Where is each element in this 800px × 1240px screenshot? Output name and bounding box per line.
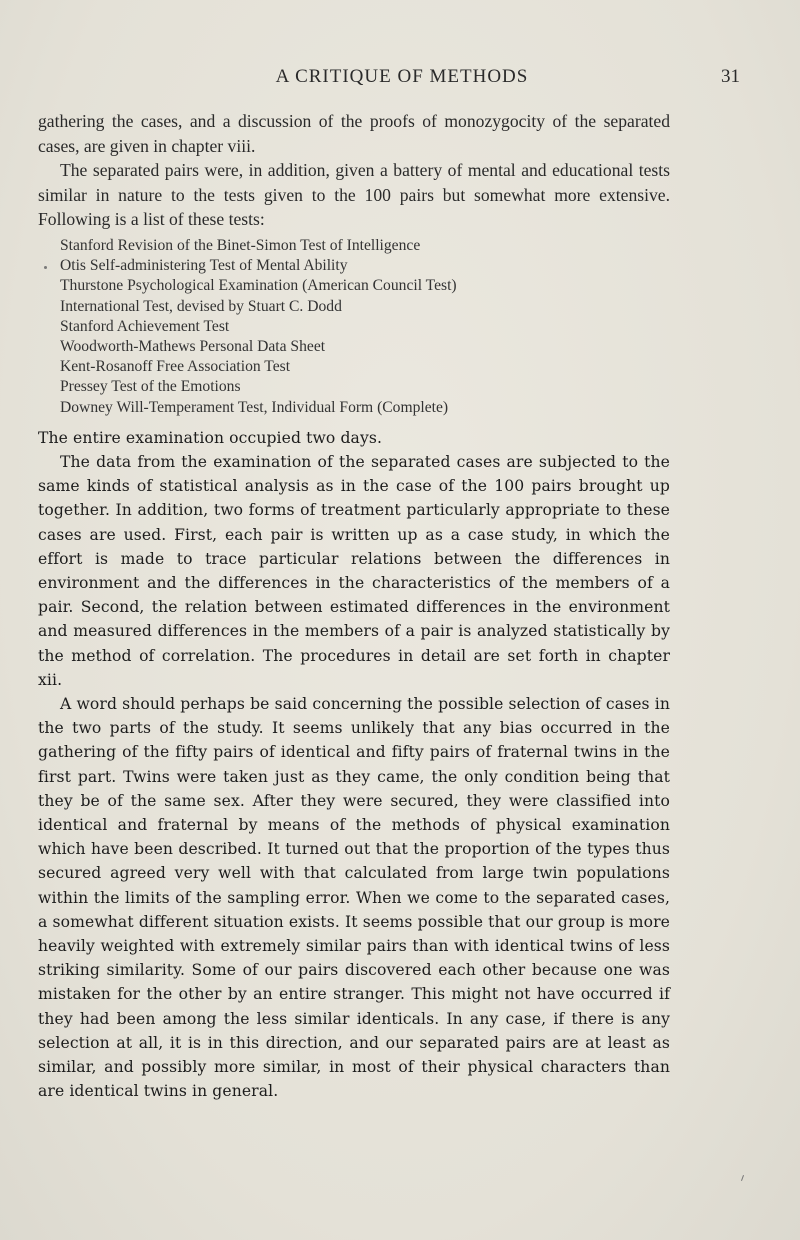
test-list-item: Thurstone Psychological Examination (American Council Test) bbox=[60, 277, 457, 295]
test-list-item: International Test, devised by Stuart C. Dodd bbox=[60, 297, 342, 315]
paragraph-test-battery: The separated pairs were, in addition, given a battery of mental and educational tests similar in nature to the tests given to the 100 pairs but somewhat more extensive. Following is a list of these tests: bbox=[38, 160, 670, 230]
test-list-item: Stanford Achievement Test bbox=[60, 317, 230, 335]
paragraph-continuation: gathering the cases, and a discussion of the proofs of monozygocity of the separated cases, are given in chapter viii. bbox=[38, 111, 670, 156]
test-list-item: Otis Self-administering Test of Mental Ability bbox=[60, 257, 348, 275]
test-list-item: Pressey Test of the Emotions bbox=[60, 378, 241, 396]
paragraph-examination-duration: The entire examination occupied two days. bbox=[38, 428, 383, 447]
test-list-item: Woodworth-Mathews Personal Data Sheet bbox=[60, 337, 326, 355]
paragraph-statistical-analysis: The data from the examination of the separated cases are subjected to the same kinds of statistical analysis as in the case of the 100 pairs brought up together. In addition, two forms of treatment particularly appropriate to these cases are used. First, each pair is written up as a case study, in which the effort is made to trace particular relations between the differences in environment and the differences in the characteristics of the members of a pair. Second, the relation between estimated differences in the environment and measured differences in the members of a pair is analyzed statistically by the method of correlation. The procedures in detail are set forth in chapter xii. bbox=[38, 453, 670, 689]
body-text bbox=[38, 109, 670, 1103]
margin-mark bbox=[741, 1175, 744, 1181]
running-head: A CRITIQUE OF METHODS bbox=[275, 66, 529, 87]
test-list bbox=[38, 236, 670, 418]
test-list-item: Downey Will-Temperament Test, Individual Form (Complete) bbox=[60, 398, 449, 416]
page-header bbox=[64, 66, 740, 96]
test-list-item: Kent-Rosanoff Free Association Test bbox=[60, 358, 291, 376]
paragraph-selection-bias: A word should perhaps be said concerning the possible selection of cases in the two parts of the study. It seems unlikely that any bias occurred in the gathering of the fifty pairs of identical and fifty pairs of fraternal twins in the first part. Twins were taken just as they came, the only condition being that they be of the same sex. After they were secured, they were classified into identical and fraternal by means of the methods of physical examination which have been described. It turned out that the proportion of the types thus secured agreed very well with that calculated from large twin populations within the limits of the sampling error. When we come to the separated cases, a somewhat different situation exists. It seems possible that our group is more heavily weighted with extremely similar pairs than with identical twins of less striking similarity. Some of our pairs discovered each other because one was mistaken for the other by an entire stranger. This might not have occurred if they had been among the less similar identicals. In any case, if there is any selection at all, it is in this direction, and our separated pairs are at least as similar, and possibly more similar, in most of their physical characters than are identical twins in general. bbox=[38, 695, 670, 1101]
page-number: 31 bbox=[721, 66, 740, 87]
test-list-item: Stanford Revision of the Binet-Simon Test of Intelligence bbox=[60, 236, 421, 254]
